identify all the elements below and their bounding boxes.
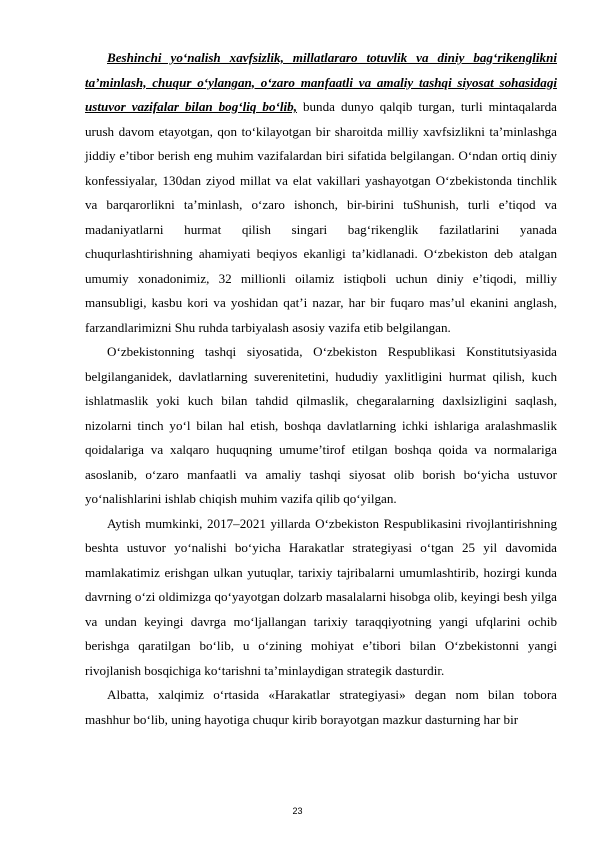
paragraph-1-lead: Beshinchi yo‘nalish xavfsizlik, millatlararo totuvlik va diniy bag‘rikenglikni ta’minlash, chuqur o‘ylangan, o‘zaro manfaatli va amaliy tashqi siyosat sohasidagi ustuvor vazifalar bilan bog‘liq bo‘lib, xyxy=(85,50,557,114)
paragraph-1-text: bunda dunyo qalqib turgan, turli mintaqalarda urush davom etayotgan, qon to‘kilayotgan bir sharoitda milliy xavfsizlikni ta’minlashga jiddiy e’tibor berish eng muhim vazifalardan biri sifatida belgilangan. O‘ndan ortiq diniy konfessiyalar, 130dan ziyod millat va elat vakillari yashayotgan O‘zbekistonda tinchlik va barqarorlikni ta’minlash, o‘zaro ishonch, bir-birini tuShunish, turli e’tiqod va madaniyatlarni hurmat qilish singari bag‘rikenglik fazilatlarini yanada chuqurlashtirishning ahamiyati beqiyos ekanligi ta’kidlanadi. O‘zbekiston deb atalgan umumiy xonadonimiz, 32 millionli oilamiz istiqboli uchun diniy e’tiqodi, milliy mansubligi, kasbu kori va yoshidan qat’i nazar, har bir fuqaro mas’ul ekanini anglash, farzandlarimizni Shu ruhda tarbiyalash asosiy vazifa etib belgilangan. xyxy=(85,99,557,335)
paragraph-1 xyxy=(85,46,557,340)
paragraph-4: Albatta, xalqimiz o‘rtasida «Harakatlar strategiyasi» degan nom bilan tobora mashhur bo‘lib, uning hayotiga chuqur kirib borayotgan mazkur dasturning har bir xyxy=(85,687,557,727)
document-body xyxy=(85,46,557,732)
paragraph-3: Aytish mumkinki, 2017–2021 yillarda O‘zbekiston Respublikasini rivojlantirishning beshta ustuvor yo‘nalishi bo‘yicha Harakatlar strategiyasi o‘tgan 25 yil davomida mamlakatimiz erishgan ulkan yutuqlar, tarixiy tajribalarni umumlashtirib, hozirgi kunda davrning o‘zi oldimizga qo‘yayotgan dolzarb masalalarni hisobga olib, keyingi besh yilga va undan keyingi davrga mo‘ljallangan tarixiy taraqqiyotning yangi ufqlarini ochib berishga qaratilgan bo‘lib, u o‘zining mohiyat e’tibori bilan O‘zbekistonni yangi rivojlanish bosqichiga ko‘tarishni ta’minlaydigan strategik dasturdir. xyxy=(85,515,557,678)
page-number: 23 xyxy=(292,806,303,816)
paragraph-2: O‘zbekistonning tashqi siyosatida, O‘zbekiston Respublikasi Konstitutsiyasida belgilanganidek, davlatlarning suverenitetini, hududiy yaxlitligini hurmat qilish, kuch ishlatmaslik yoki kuch bilan tahdid qilmaslik, chegaralarning daxlsizligini saqlash, nizolarni tinch yo‘l bilan hal etish, boshqa davlatlarning ichki ishlariga aralashmaslik qoidalariga va xalqaro huquqning umume’tirof etilgan boshqa qoida va normalariga asoslanib, o‘zaro manfaatli va amaliy tashqi siyosat olib borish bo‘yicha ustuvor yo‘nalishlarini ishlab chiqish muhim vazifa qilib qo‘yilgan. xyxy=(85,344,557,506)
